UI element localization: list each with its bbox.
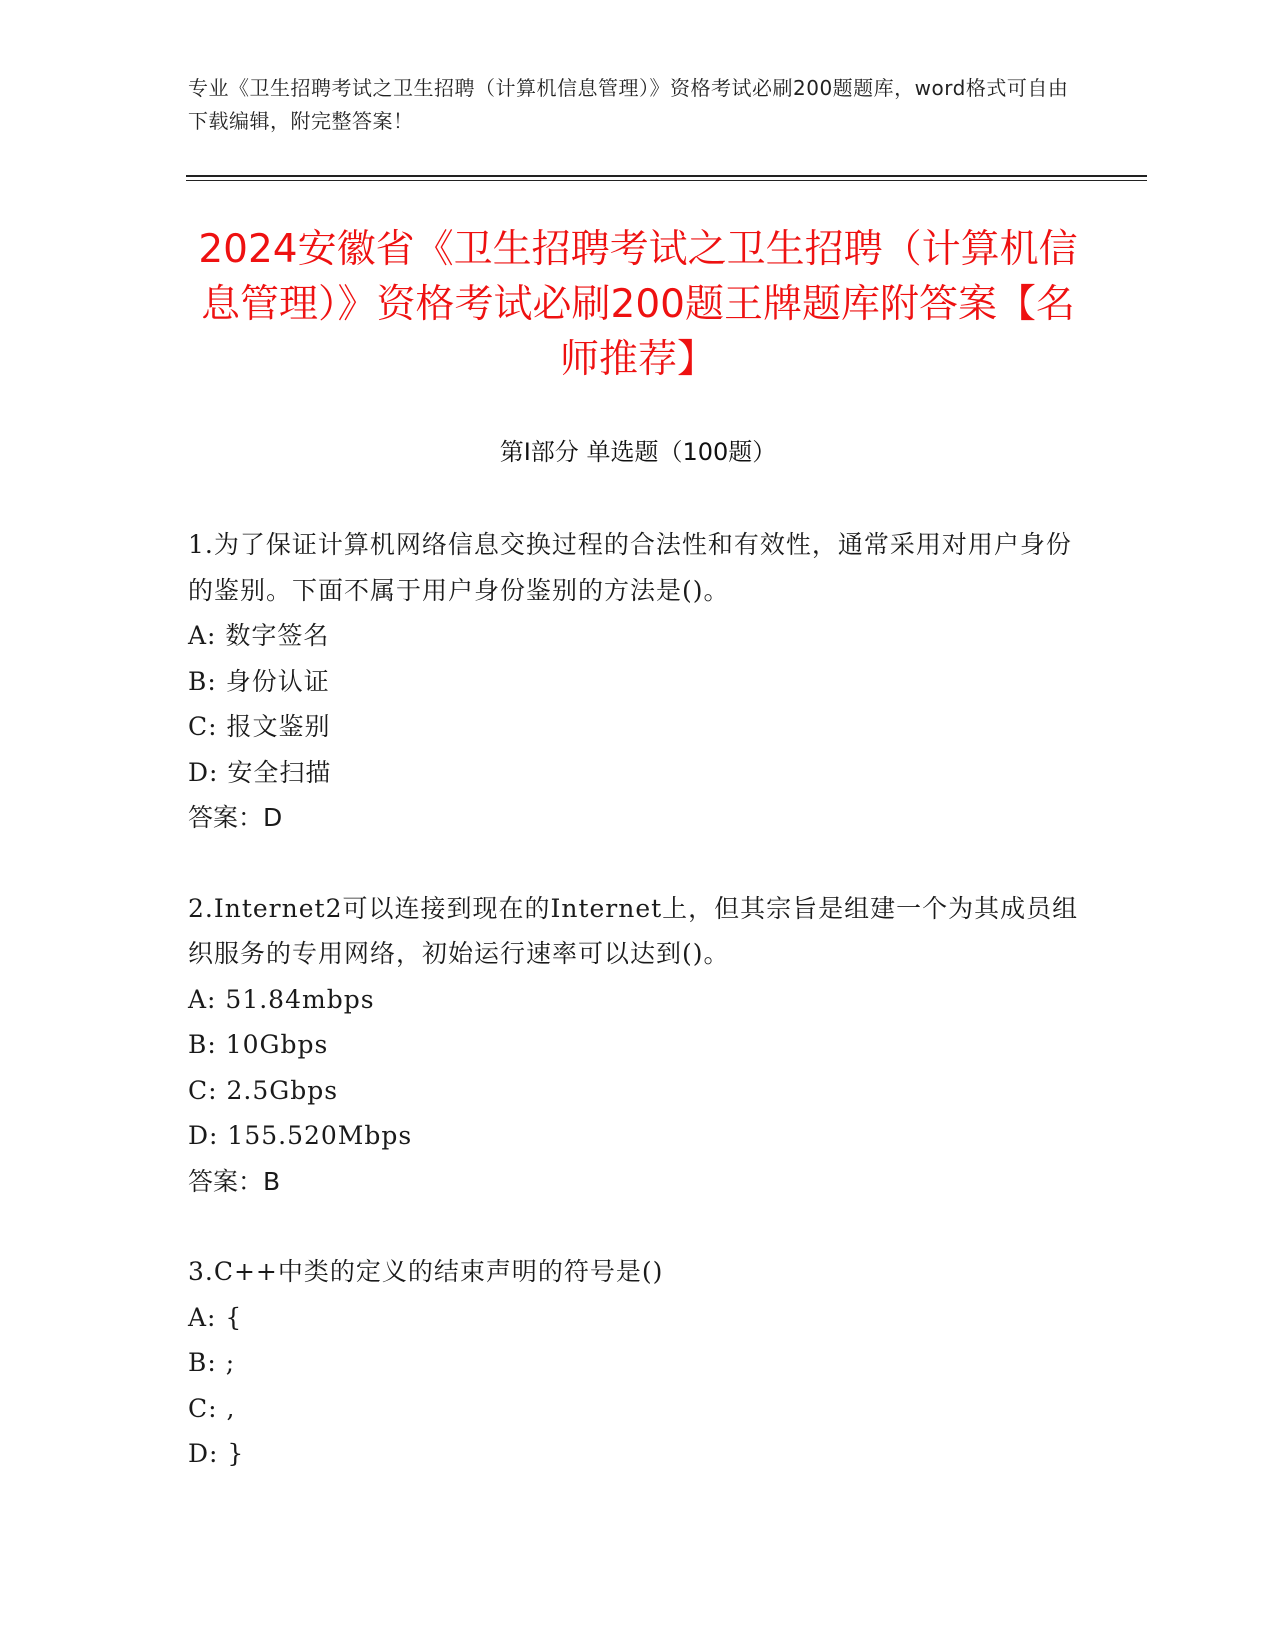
option-c: C: 报文鉴别 (188, 712, 331, 741)
option-a: A: 数字签名 (188, 621, 330, 650)
question-2 (188, 886, 1088, 1205)
question-1 (188, 522, 1088, 841)
question-stem: 2.Internet2可以连接到现在的Internet上，但其宗旨是组建一个为其成员组织服务的专用网络，初始运行速率可以达到()。 (188, 893, 1079, 968)
answer-label: 答案：D (188, 803, 283, 832)
option-d: D: 安全扫描 (188, 757, 332, 787)
option-b: B: ; (188, 1348, 236, 1377)
question-stem: 1.为了保证计算机网络信息交换过程的合法性和有效性，通常采用对用户身份的鉴别。下面不属于用户身份鉴别的方法是()。 (188, 530, 1072, 605)
option-a: A: 51.84mbps (188, 984, 375, 1014)
option-a: A: { (188, 1302, 243, 1332)
option-c: C: 2.5Gbps (188, 1075, 339, 1105)
option-b: B: 身份认证 (188, 666, 330, 696)
header-note: 专业《卫生招聘考试之卫生招聘（计算机信息管理）》资格考试必刷200题题库，word格式可自由下载编辑，附完整答案！ (188, 76, 1069, 133)
section-title: 第Ⅰ部分 单选题（100题） (499, 438, 777, 466)
question-3 (188, 1249, 1088, 1477)
header-rule-thin (186, 180, 1147, 181)
option-d: D: } (188, 1439, 245, 1468)
document-title: 2024安徽省《卫生招聘考试之卫生招聘（计算机信息管理）》资格考试必刷200题王牌题库附答案【名师推荐】 (198, 227, 1078, 382)
option-d: D: 155.520Mbps (188, 1121, 413, 1150)
option-b: B: 10Gbps (188, 1030, 329, 1059)
question-list (188, 522, 1088, 1522)
header-rule-thick (186, 175, 1147, 177)
answer-label: 答案：B (188, 1166, 281, 1196)
question-stem: 3.C++中类的定义的结束声明的符号是() (188, 1257, 664, 1286)
option-c: C: , (188, 1393, 236, 1423)
